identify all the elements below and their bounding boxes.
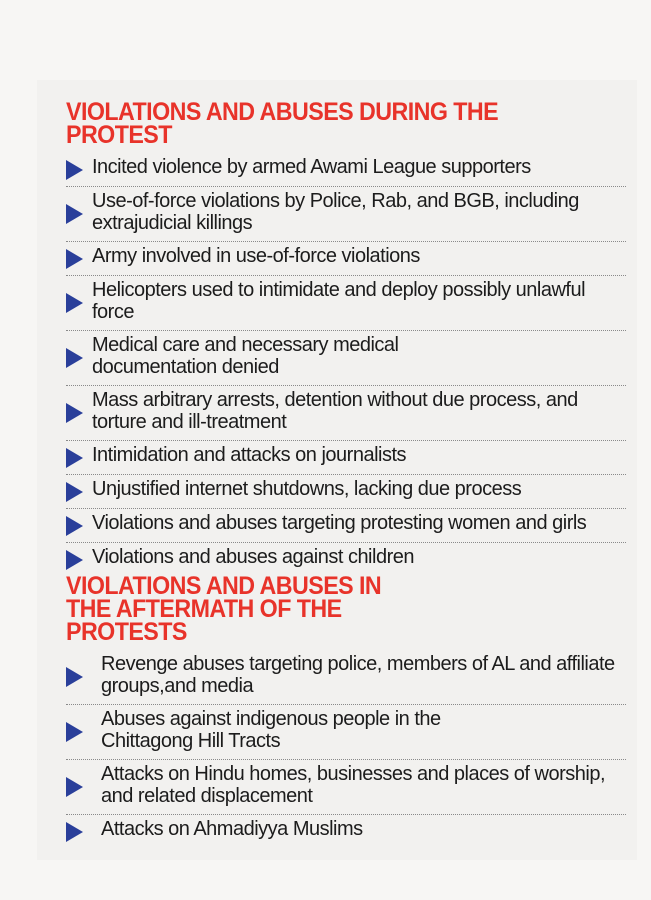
- bullet-arrow-icon: [66, 204, 83, 224]
- list-item: Intimidation and attacks on journalists: [66, 441, 626, 475]
- bullet-arrow-icon: [66, 448, 83, 468]
- bullet-arrow-icon: [66, 667, 83, 687]
- section-heading: VIOLATIONS AND ABUSES DURING THE PROTEST: [66, 98, 499, 149]
- list-item: Incited violence by armed Awami League supporters: [66, 153, 626, 187]
- bullet-arrow-icon: [66, 777, 83, 797]
- list-item: Use-of-force violations by Police, Rab, and BGB, including extrajudicial killings: [66, 187, 626, 242]
- bullet-arrow-icon: [66, 403, 83, 423]
- list-item: Army involved in use-of-force violations: [66, 242, 626, 276]
- list-item: Medical care and necessary medical documentation denied: [66, 331, 626, 386]
- violations-list: [66, 153, 626, 577]
- section-aftermath: [66, 572, 626, 849]
- bullet-arrow-icon: [66, 550, 83, 570]
- bullet-arrow-icon: [66, 722, 83, 742]
- list-item: Violations and abuses against children: [66, 543, 626, 577]
- bullet-arrow-icon: [66, 482, 83, 502]
- list-item: Helicopters used to intimidate and deploy possibly unlawful force: [66, 276, 626, 331]
- list-item: Attacks on Ahmadiyya Muslims: [66, 815, 626, 849]
- list-item: Mass arbitrary arrests, detention without due process, and torture and ill-treatment: [66, 386, 626, 441]
- bullet-arrow-icon: [66, 348, 83, 368]
- section-heading: VIOLATIONS AND ABUSES IN THE AFTERMATH OF THE PROTESTS: [66, 572, 382, 646]
- list-item: Revenge abuses targeting police, members of AL and affiliate groups,and media: [66, 650, 626, 705]
- aftermath-list: [66, 650, 626, 849]
- bullet-arrow-icon: [66, 293, 83, 313]
- list-item: Attacks on Hindu homes, businesses and places of worship, and related displacement: [66, 760, 626, 815]
- list-item: Abuses against indigenous people in the Chittagong Hill Tracts: [66, 705, 626, 760]
- bullet-arrow-icon: [66, 822, 83, 842]
- list-item: Unjustified internet shutdowns, lacking due process: [66, 475, 626, 509]
- bullet-arrow-icon: [66, 160, 83, 180]
- bullet-arrow-icon: [66, 516, 83, 536]
- section-during-protest: [66, 98, 626, 577]
- bullet-arrow-icon: [66, 249, 83, 269]
- list-item: Violations and abuses targeting protesting women and girls: [66, 509, 626, 543]
